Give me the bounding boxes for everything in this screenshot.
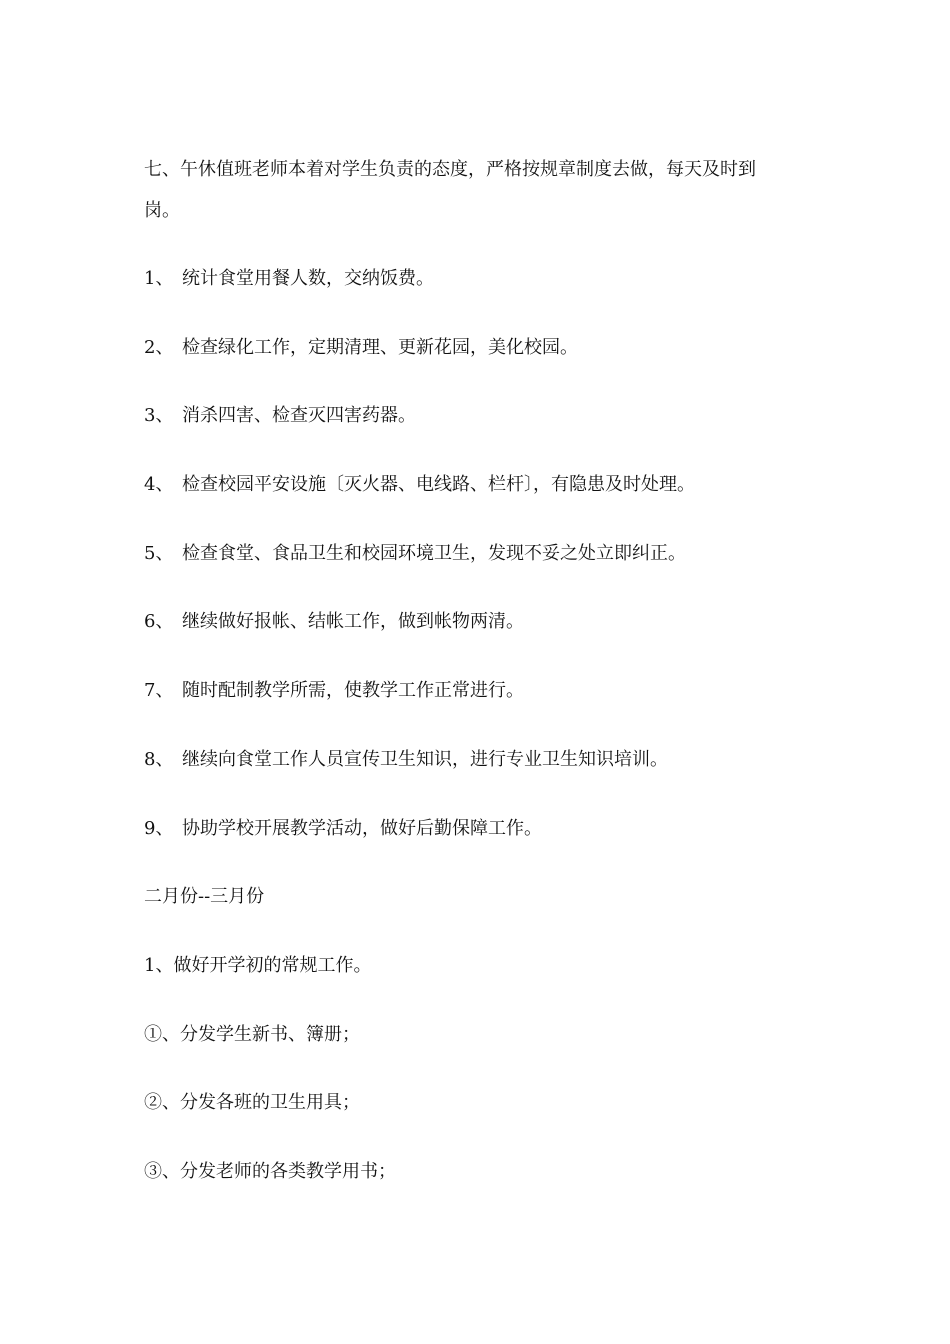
item-number: 2、: [144, 337, 174, 358]
item-text: 检查绿化工作，定期清理、更新花园，美化校园。: [182, 337, 578, 358]
item-text: 统计食堂用餐人数，交纳饭费。: [182, 268, 434, 289]
item-number: 3、: [144, 405, 174, 426]
item-number: 6、: [144, 611, 174, 632]
item-text: 消杀四害、检查灭四害药器。: [182, 405, 416, 426]
item-text: 检查食堂、食品卫生和校园环境卫生，发现不妥之处立即纠正。: [182, 543, 686, 564]
list-item: [144, 542, 686, 566]
section-line: ①、分发学生新书、簿册；: [144, 1024, 360, 1045]
item-number: 9、: [144, 818, 174, 839]
list-item: [144, 679, 524, 703]
section-line: ③、分发老师的各类教学用书；: [144, 1161, 396, 1182]
item-number: 8、: [144, 749, 174, 770]
list-item: [144, 473, 695, 497]
item-number: 7、: [144, 680, 174, 701]
item-text: 随时配制教学所需，使教学工作正常进行。: [182, 680, 524, 701]
item-text: 继续做好报帐、结帐工作，做到帐物两清。: [182, 611, 524, 632]
list-item: [144, 267, 434, 291]
list-item: [144, 404, 416, 428]
item-number: 1、: [144, 268, 174, 289]
item-text: 检查校园平安设施〔灭火器、电线路、栏杆〕，有隐患及时处理。: [182, 474, 695, 495]
item-number: 5、: [144, 543, 174, 564]
list-item: [144, 610, 524, 634]
item-text: 继续向食堂工作人员宣传卫生知识，进行专业卫生知识培训。: [182, 749, 668, 770]
list-item: [144, 336, 578, 360]
section-heading: 二月份--三月份: [144, 886, 265, 907]
paragraph-line: 七、午休值班老师本着对学生负责的态度，严格按规章制度去做，每天及时到: [144, 159, 756, 180]
list-item: [144, 748, 668, 772]
paragraph-line: 岗。: [144, 200, 180, 221]
item-text: 协助学校开展教学活动，做好后勤保障工作。: [182, 818, 542, 839]
section-line: 1、做好开学初的常规工作。: [144, 955, 372, 976]
item-number: 4、: [144, 474, 174, 495]
section-line: ②、分发各班的卫生用具；: [144, 1092, 360, 1113]
list-item: [144, 817, 542, 841]
